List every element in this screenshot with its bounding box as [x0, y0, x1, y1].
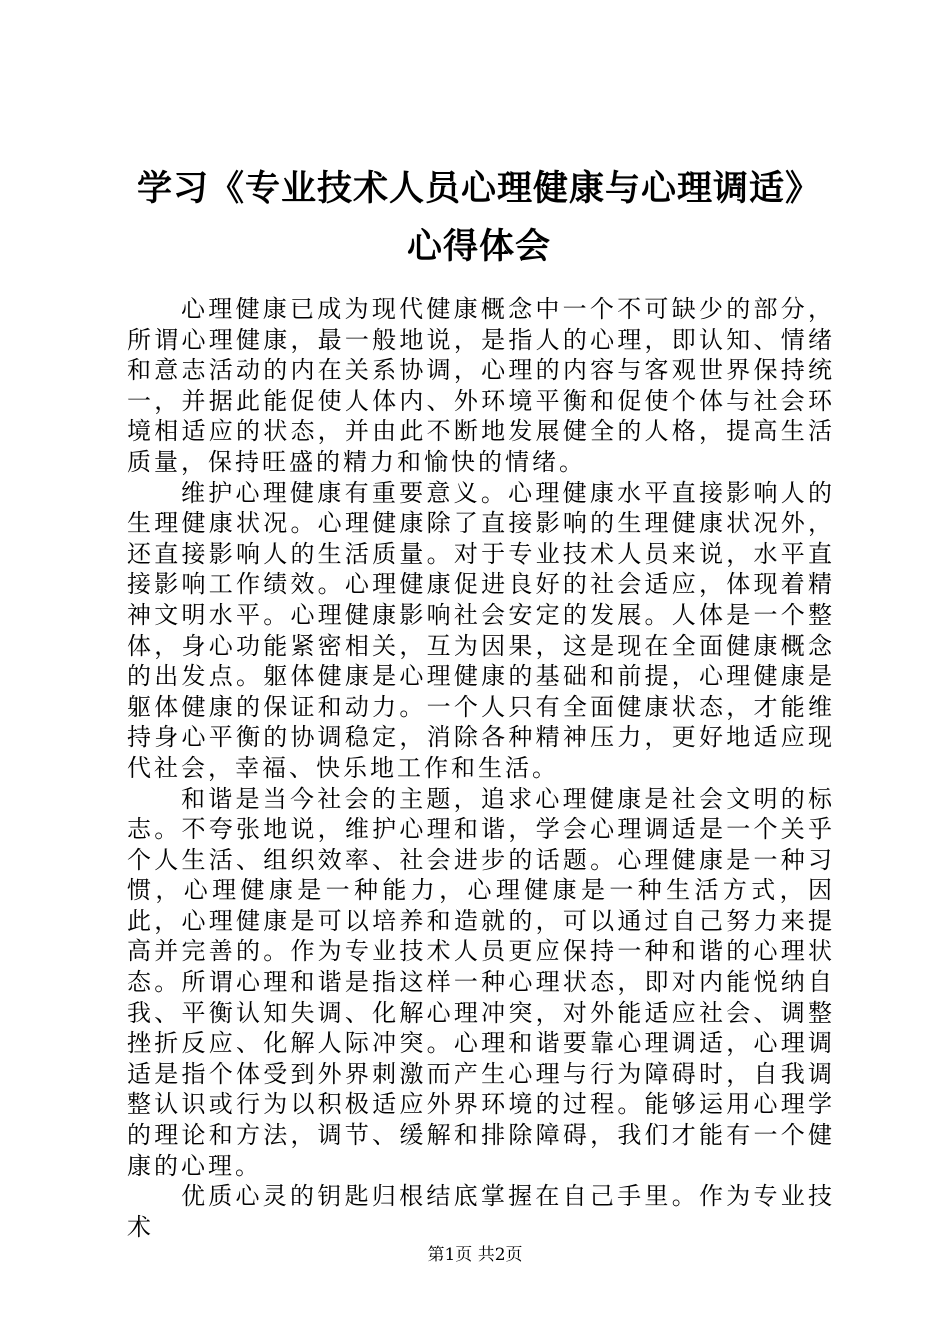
paragraph-4: 优质心灵的钥匙归根结底掌握在自己手里。作为专业技术 — [127, 1182, 835, 1241]
document-title: 学习《专业技术人员心理健康与心理调适》心得体会 — [136, 168, 821, 267]
paragraph-3: 和谐是当今社会的主题，追求心理健康是社会文明的标志。不夸张地说，维护心理和谐，学会心理调适是一个关乎个人生活、组织效率、社会进步的话题。心理健康是一种习惯，心理健康是一种能力，心理健康是一种生活方式，因此，心理健康是可以培养和造就的，可以通过自己努力来提高并完善的。作为专业技术人员更应保持一种和谐的心理状态。所谓心理和谐是指这样一种心理状态，即对内能悦纳自我、平衡认知失调、化解心理冲突，对外能适应社会、调整挫折反应、化解人际冲突。心理和谐要靠心理调适，心理调适是指个体受到外界刺激而产生心理与行为障碍时，自我调整认识或行为以积极适应外界环境的过程。能够运用心理学的理论和方法，调节、缓解和排除障碍，我们才能有一个健康的心理。 — [127, 784, 835, 1180]
document-body — [127, 294, 835, 1242]
page-footer: 第1页 共2页 — [427, 1245, 523, 1265]
paragraph-2: 维护心理健康有重要意义。心理健康水平直接影响人的生理健康状况。心理健康除了直接影响的生理健康状况外，还直接影响人的生活质量。对于专业技术人员来说，水平直接影响工作绩效。心理健康促进良好的社会适应，体现着精神文明水平。心理健康影响社会安定的发展。人体是一个整体，身心功能紧密相关，互为因果，这是现在全面健康概念的出发点。躯体健康是心理健康的基础和前提，心理健康是躯体健康的保证和动力。一个人只有全面健康状态，才能维持身心平衡的协调稳定，消除各种精神压力，更好地适应现代社会，幸福、快乐地工作和生活。 — [127, 478, 835, 782]
paragraph-1: 心理健康已成为现代健康概念中一个不可缺少的部分，所谓心理健康，最一般地说，是指人的心理，即认知、情绪和意志活动的内在关系协调，心理的内容与客观世界保持统一，并据此能促使人体内、外环境平衡和促使个体与社会环境相适应的状态，并由此不断地发展健全的人格，提高生活质量，保持旺盛的精力和愉快的情绪。 — [127, 295, 835, 476]
